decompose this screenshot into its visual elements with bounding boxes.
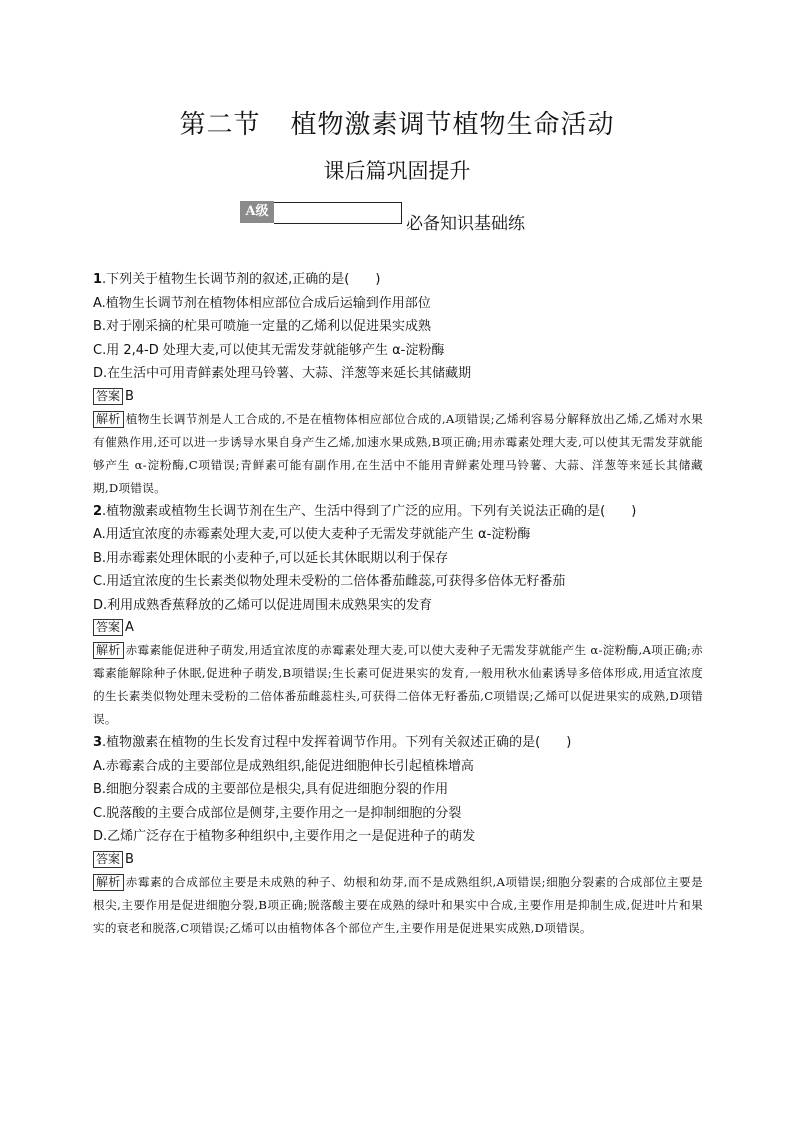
option-d: D.在生活中可用青鲜素处理马铃薯、大蒜、洋葱等来延长其储藏期 <box>93 366 472 381</box>
option-c: C.用适宜浓度的生长素类似物处理未受粉的二倍体番茄雌蕊,可获得多倍体无籽番茄 <box>93 574 566 589</box>
section-label: 第二节 <box>179 110 261 140</box>
option-b: B.细胞分裂素合成的主要部位是根尖,具有促进细胞分裂的作用 <box>93 782 449 797</box>
option-c: C.用 2,4-D 处理大麦,可以使其无需发芽就能够产生 α-淀粉酶 <box>93 342 445 358</box>
level-badge: A级 <box>240 201 274 223</box>
option-d: D.乙烯广泛存在于植物多种组织中,主要作用之一是促进种子的萌发 <box>93 829 476 844</box>
option-b: B.对于刚采摘的杧果可喷施一定量的乙烯利以促进果实成熟 <box>93 319 432 334</box>
option-a: A.用适宜浓度的赤霉素处理大麦,可以使大麦种子无需发芽就能产生 α-淀粉酶 <box>93 527 531 542</box>
answer-line <box>93 386 703 408</box>
option-b: B.用赤霉素处理休眠的小麦种子,可以延长其休眠期以利于保存 <box>93 550 449 566</box>
analysis-block <box>93 408 703 500</box>
question-3 <box>93 731 703 940</box>
analysis-tag: 解析 <box>93 874 124 891</box>
analysis-tag: 解析 <box>93 411 124 428</box>
answer-value: B <box>125 851 134 867</box>
option-c: C.脱落酸的主要合成部位是侧芽,主要作用之一是抑制细胞的分裂 <box>93 805 462 821</box>
question-1 <box>93 268 703 500</box>
level-text: 必备知识基础练 <box>406 214 525 234</box>
question-stem <box>93 500 703 524</box>
answer-value: B <box>125 388 134 404</box>
option-a: A.赤霉素合成的主要部位是成熟组织,能促进细胞伸长引起植株增高 <box>93 758 474 774</box>
page-title <box>0 104 794 141</box>
analysis-text: 植物生长调节剂是人工合成的,不是在植物体相应部位合成的,A项错误;乙烯利容易分解释放出乙烯,乙烯对水果有催熟作用,还可以进一步诱导水果自身产生乙烯,加速水果成熟,B项正确;用赤霉素处理大麦,可以使其无需发芽就能够产生 α-淀粉酶,C项错误;青鲜素可能有副作用,在生活中不能用青鲜素处理马铃薯、大蒜、洋葱等来延长其储藏期,D项错误。 <box>93 411 703 495</box>
analysis-block <box>93 639 703 731</box>
answer-tag: 答案 <box>93 619 123 636</box>
question-stem <box>93 731 703 755</box>
level-box <box>274 202 402 224</box>
analysis-text: 赤霉素的合成部位主要是未成熟的种子、幼根和幼芽,而不是成熟组织,A项错误;细胞分裂素的合成部位主要是根尖,主要作用是促进细胞分裂,B项正确;脱落酸主要在成熟的绿叶和果实中合成,主要作用是抑制生成,促进叶片和果实的衰老和脱落,C项错误;乙烯可以由植物体各个部位产生,主要作用是促进果实成熟,D项错误。 <box>93 874 703 935</box>
section-title: 植物激素调节植物生命活动 <box>290 110 615 140</box>
question-list <box>93 268 703 940</box>
analysis-block <box>93 871 703 940</box>
answer-value: A <box>125 620 134 635</box>
question-2 <box>93 500 703 732</box>
question-number: 3 <box>93 735 103 750</box>
answer-tag: 答案 <box>93 851 123 868</box>
option-d: D.利用成熟香蕉释放的乙烯可以促进周围未成熟果实的发育 <box>93 597 433 613</box>
question-text: .植物激素在植物的生长发育过程中发挥着调节作用。下列有关叙述正确的是( ) <box>102 735 572 750</box>
analysis-tag: 解析 <box>93 642 124 659</box>
question-stem <box>93 268 703 292</box>
analysis-text: 赤霉素能促进种子萌发,用适宜浓度的赤霉素处理大麦,可以使大麦种子无需发芽就能产生 α-淀粉酶,A项正确;赤霉素能解除种子休眠,促进种子萌发,B项错误;生长素可促进果实的发育,一般用秋水仙素诱导多倍体形成,用适宜浓度的生长素类似物处理未受粉的二倍体番茄雌蕊柱头,可获得二倍体无籽番茄,C项错误;乙烯可以促进果实的成熟,D项错误。 <box>93 643 703 726</box>
option-a: A.植物生长调节剂在植物体相应部位合成后运输到作用部位 <box>93 295 431 311</box>
question-number: 1 <box>93 272 103 287</box>
answer-line <box>93 617 703 639</box>
question-text: .下列关于植物生长调节剂的叙述,正确的是( ) <box>102 272 381 287</box>
page-subtitle: 课后篇巩固提升 <box>323 159 471 183</box>
answer-line <box>93 849 703 871</box>
question-text: .植物激素或植物生长调节剂在生产、生活中得到了广泛的应用。下列有关说法正确的是( ) <box>102 503 637 519</box>
question-number: 2 <box>93 503 103 519</box>
answer-tag: 答案 <box>93 388 123 405</box>
